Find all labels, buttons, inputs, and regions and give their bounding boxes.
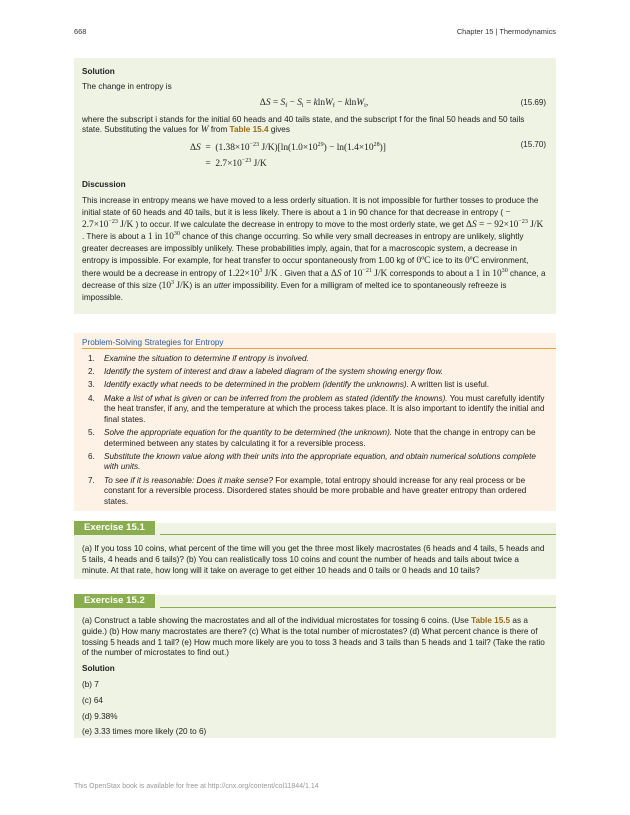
table-15-5-link[interactable]: Table 15.5 bbox=[471, 616, 511, 625]
footer-license[interactable]: This OpenStax book is available for free at http://cnx.org/content/col11844/1.14 bbox=[74, 783, 319, 790]
equation-15-70 bbox=[82, 140, 546, 176]
equation-number: (15.70) bbox=[520, 140, 546, 150]
exercise-15-2-solution-heading: Solution bbox=[82, 664, 115, 674]
solution-box bbox=[74, 58, 556, 314]
page-number: 668 bbox=[74, 27, 87, 36]
solution-intro: The change in entropy is bbox=[82, 81, 172, 91]
equation-body: $\Delta S = S_f - S_i = klnW_f - klnW_i$, bbox=[259, 97, 369, 109]
answer-item: (e) 3.33 times more likely (20 to 6) bbox=[82, 727, 207, 737]
list-item: 1. Examine the situation to determine if entropy is involved. bbox=[88, 354, 309, 363]
exercise-15-1-text: (a) If you toss 10 coins, what percent of the time will you get the three most likely macrostates (6 heads and 4 tails, 5 heads and 5 tails, 4 heads and 6 tails)? (b) You can realistically toss 10 coins and count the number of heads and tails about twice a minute. At that rate, how long will it take on average to get either 10 heads and 0 tails or 0 heads and 10 tails? bbox=[82, 544, 545, 575]
list-item: 5. Solve the appropriate equation for the quantity to be determined (the unknown). Note that the change in entropy can be determined between any states by calculating it for a reversible process. bbox=[88, 427, 536, 448]
equation-number: (15.69) bbox=[520, 97, 546, 107]
discussion-heading: Discussion bbox=[82, 180, 126, 190]
chapter-title: Thermodynamics bbox=[499, 27, 556, 36]
equation-line-1: $\Delta S = (1.38\times 10^{-23}$ $J/K)[\ln(1.0\times 10^{29}) - \ln(1.4\times 10^{28})]$ bbox=[190, 142, 386, 154]
chapter-number: Chapter 15 bbox=[456, 27, 494, 36]
exercise-15-2-box bbox=[74, 595, 556, 738]
exercise-rule bbox=[160, 534, 556, 535]
equation-15-69 bbox=[82, 93, 546, 115]
list-item: 7. To see if it is reasonable: Does it make sense? For example, total entropy should increase for any real process or be constant for a reversible process. Disordered states should be more probable and have greater entropy than ordered states. bbox=[88, 475, 527, 506]
exercise-rule bbox=[160, 607, 556, 608]
equation-line-2: = $2.7\times 10^{-23}$ J/K bbox=[200, 158, 267, 170]
table-15-4-link[interactable]: Table 15.4 bbox=[229, 125, 269, 135]
exercise-15-2-label: Exercise 15.2 bbox=[74, 594, 155, 608]
chapter-header bbox=[457, 27, 556, 36]
answer-item: (d) 9.38% bbox=[82, 711, 118, 721]
list-item: 3. Identify exactly what needs to be determined in the problem (identify the unknowns). A written list is useful. bbox=[88, 380, 490, 390]
strategies-box bbox=[74, 333, 556, 511]
answer-item: (c) 64 bbox=[82, 695, 103, 705]
list-item: 2. Identify the system of interest and draw a labeled diagram of the system showing energy flow. bbox=[88, 367, 444, 377]
discussion-paragraph: This increase in entropy means we have moved to a less orderly situation. It is not impossible for further tosses to produce the initial state of 60 heads and 40 tails, but it is less likely. There is about a 1 in 90 chance for that decrease in entropy ( − $2.7\times 10^{-23}$ J/K ) to occur. If we calculate the decrease in entropy to move to the most orderly state, we get ΔS = − $92\times 10^{-23}$ J/K . There is about a 1 in $10^{30}$ chance of this change occurring. So while very small decreases in entropy are unlikely, slightly greater decreases are impossibly unlikely. These probabilities imply, again, that for a macroscopic system, a decrease in entropy is impossible. For example, for heat transfer to occur spontaneously from 1.00 kg of 0ºC ice to its 0ºC environment, there would be a decrease in entropy of $1.22\times 10^3$ J/K . Given that a ΔS of $10^{-21}$ J/K corresponds to about a 1 in $10^{30}$ chance, a decrease of this size ($10^3$ J/K) is an utter impossibility. Even for a milligram of melted ice to spontaneously refreeze is impossible. bbox=[82, 195, 546, 302]
list-item: 6. Substitute the known value along with their units into the appropriate equation, and obtain numerical solutions complete with units. bbox=[88, 451, 536, 472]
solution-heading: Solution bbox=[82, 67, 115, 76]
header-separator: | bbox=[495, 27, 498, 36]
answer-item: (b) 7 bbox=[82, 679, 99, 689]
exercise-15-2-text: (a) Construct a table showing the macrostates and all of the individual microstates for tossing 6 coins. (Use Table 15.5 as a guide.) (b) How many macrostates are there? (c) What is the total number of microstates? (d) What percent chance is there of tossing 5 heads and 1 tail? (e) How much more likely are you to toss 3 heads and 3 tails than 5 heads and 1 tail? (Take the ratio of the number of microstates to find out.) bbox=[82, 616, 545, 658]
strategies-title: Problem-Solving Strategies for Entropy bbox=[82, 338, 556, 349]
solution-paragraph: where the subscript i stands for the initial 60 heads and 40 tails state, and the subscript f for the final 50 heads and 50 tails state. Substituting the values for W from Table 15.4 gives bbox=[82, 114, 525, 136]
strategies-list bbox=[82, 354, 546, 507]
exercise-15-1-label: Exercise 15.1 bbox=[74, 521, 155, 535]
list-item: 4. Make a list of what is given or can be inferred from the problem as stated (identify the knowns). You must carefully identify the heat transfer, if any, and the temperature at which the process takes place. It is also important to identify the initial and final states. bbox=[88, 393, 545, 424]
